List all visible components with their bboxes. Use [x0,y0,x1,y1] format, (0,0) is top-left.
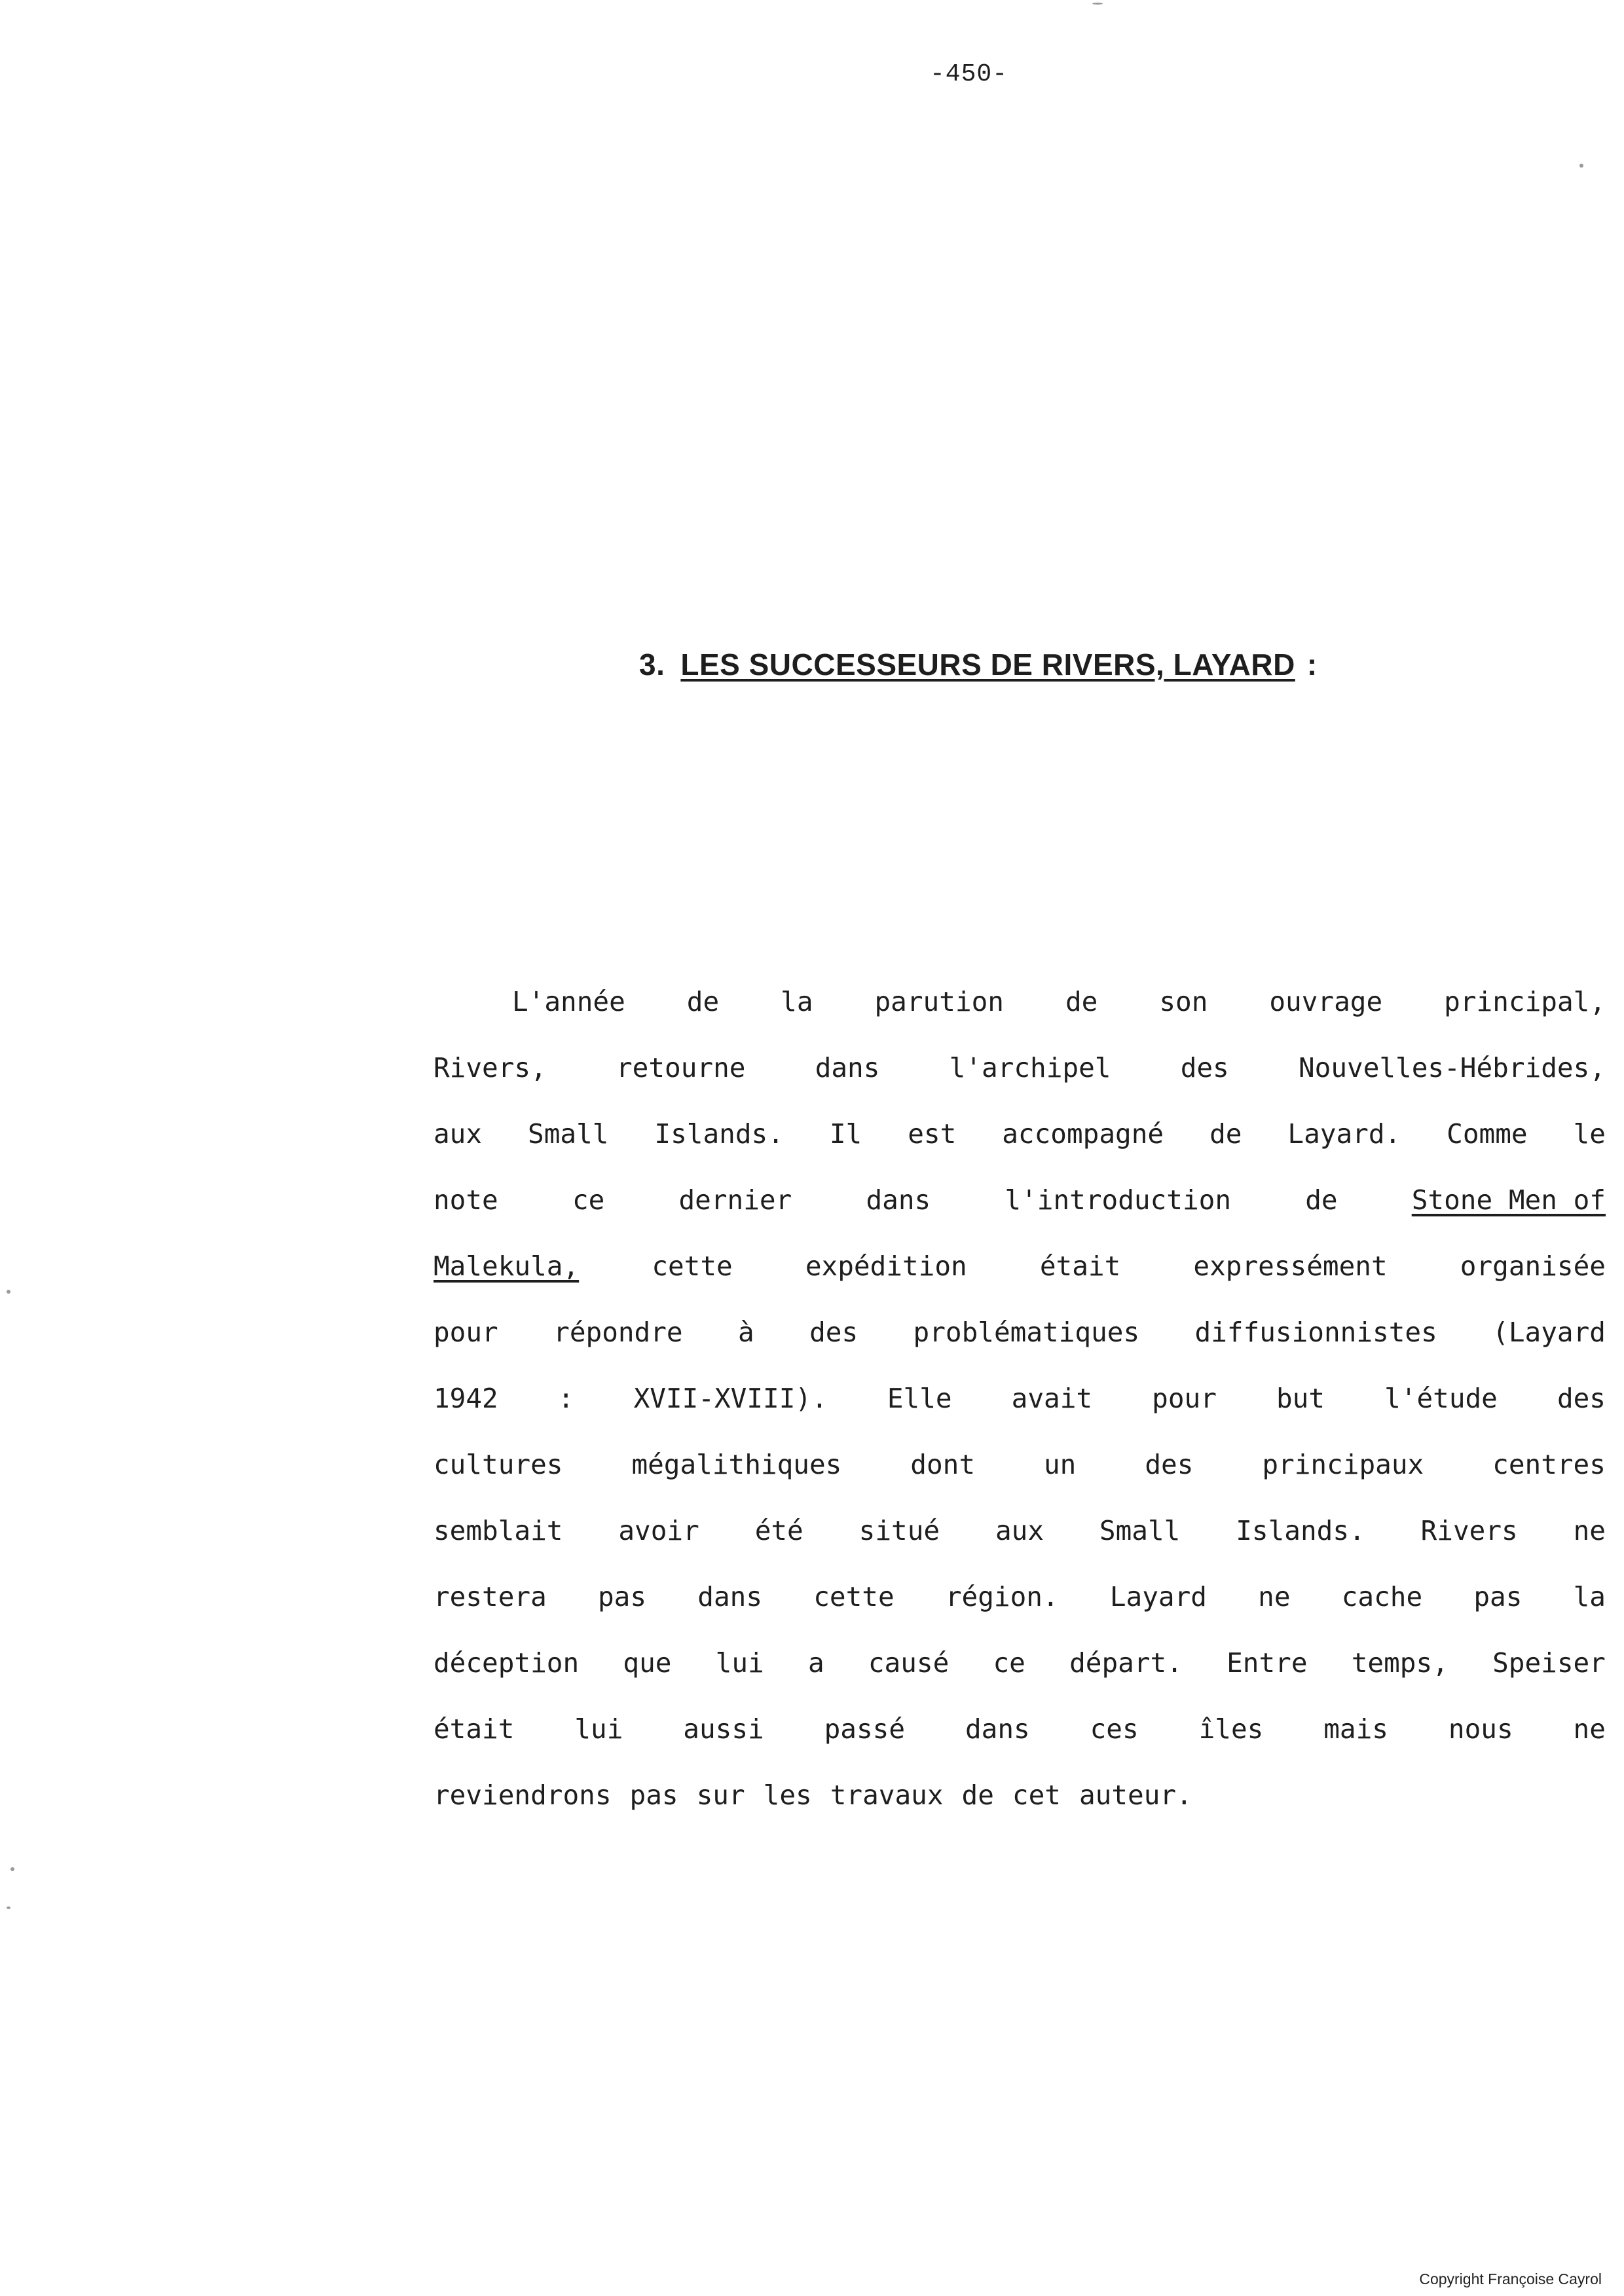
section-heading [639,647,1318,682]
word: mégalithiques [631,1449,842,1480]
word: la [1573,1581,1606,1613]
word: îles [1198,1713,1264,1745]
copyright-notice: Copyright Françoise Cayrol [1419,2270,1602,2287]
word: ces [1090,1713,1139,1745]
word: son [1159,986,1208,1017]
word: départ. [1069,1647,1183,1679]
word: l'étude [1384,1383,1498,1414]
scan-speck [7,1290,10,1294]
word: : [557,1383,574,1414]
word: Comme [1447,1118,1528,1150]
word: dans [965,1713,1030,1745]
paragraph-line [434,1564,1606,1630]
word: centres [1492,1449,1606,1480]
word: mais [1323,1713,1388,1745]
word: retourne [616,1052,746,1084]
word: avait [1011,1383,1093,1414]
word: principal, [1444,986,1606,1017]
word: cette [652,1250,733,1282]
word: que [623,1647,672,1679]
word: cache [1341,1581,1423,1613]
word: lui [715,1647,764,1679]
word: L'année [512,986,625,1017]
paragraph-line [434,1300,1606,1366]
word: note [434,1184,498,1216]
word: ce [993,1647,1025,1679]
word: les [763,1779,812,1811]
word: pas [598,1581,647,1613]
word: l'introduction [1005,1184,1231,1216]
word: des [809,1317,858,1348]
word: situé [858,1515,940,1546]
word: de [1305,1184,1338,1216]
paragraph-line [434,1630,1606,1696]
word: organisée [1460,1250,1606,1282]
page-number: -450- [930,60,1008,88]
word: sur [696,1779,745,1811]
word: dont [910,1449,976,1480]
word: cultures [434,1449,563,1480]
word: Elle [887,1383,952,1414]
word: cette [813,1581,895,1613]
word: parution [874,986,1004,1017]
word: temps, [1351,1647,1449,1679]
word: à [738,1317,754,1348]
section-number: 3. [639,647,665,682]
word: XVII-XVIII). [633,1383,828,1414]
word: restera [434,1581,547,1613]
paragraph-line [434,1167,1606,1233]
paragraph-line [434,1101,1606,1167]
word: était [1039,1250,1121,1282]
word: de [1209,1118,1242,1150]
scan-speck [10,1867,14,1871]
word: le [1573,1118,1606,1150]
word: dans [866,1184,931,1216]
word: aux [434,1118,483,1150]
word: ce [572,1184,605,1216]
word: diffusionnistes [1194,1317,1437,1348]
paragraph-line [434,1366,1606,1432]
word: de [961,1779,994,1811]
word: répondre [553,1317,683,1348]
word: but [1276,1383,1325,1414]
word: principaux [1262,1449,1424,1480]
word: dans [697,1581,763,1613]
word: Il [829,1118,862,1150]
word: avoir [618,1515,699,1546]
section-title: LES SUCCESSEURS DE RIVERS, LAYARD [680,647,1295,682]
word: Entre [1227,1647,1308,1679]
heading-colon: : [1306,647,1318,682]
word: passé [824,1713,906,1745]
word: pas [1473,1581,1522,1613]
word: accompagné [1002,1118,1164,1150]
word: travaux [830,1779,944,1811]
word: Islands. [654,1118,784,1150]
word: des [1557,1383,1606,1414]
word: Speiser [1492,1647,1606,1679]
paragraph-line [434,1035,1606,1101]
word: Stone Men of [1411,1184,1606,1216]
word: aussi [683,1713,764,1745]
paragraph-line [434,1498,1606,1564]
word: des [1180,1052,1229,1084]
word: déception [434,1647,580,1679]
word: ouvrage [1269,986,1383,1017]
paragraph-line [434,1762,1606,1829]
word: été [754,1515,803,1546]
word: de [686,986,720,1017]
word: ne [1258,1581,1291,1613]
word: l'archipel [949,1052,1111,1084]
word: dans [815,1052,880,1084]
word: Small [1099,1515,1181,1546]
word: pour [1152,1383,1217,1414]
paragraph-line [434,1233,1606,1300]
word: Layard. [1287,1118,1401,1150]
word: Rivers [1420,1515,1518,1546]
word: ne [1573,1713,1606,1745]
word: auteur. [1079,1779,1192,1811]
word: reviendrons [434,1779,612,1811]
word: dernier [678,1184,792,1216]
word: Malekula, [434,1250,580,1282]
word: 1942 [434,1383,498,1414]
word: région. [945,1581,1059,1613]
word: Islands. [1236,1515,1365,1546]
word: Nouvelles-Hébrides, [1298,1052,1606,1084]
word: est [908,1118,957,1150]
word: nous [1448,1713,1513,1745]
word: expédition [805,1250,967,1282]
body-paragraph [434,969,1606,1829]
word: pas [629,1779,678,1811]
word: était [434,1713,515,1745]
scan-speck [1092,3,1103,5]
paragraph-line [434,1432,1606,1498]
paragraph-line [434,1696,1606,1762]
scan-speck [7,1906,10,1909]
word: pour [434,1317,498,1348]
word: Rivers, [434,1052,547,1084]
word: un [1044,1449,1077,1480]
word: (Layard [1492,1317,1606,1348]
word: Small [528,1118,609,1150]
word: des [1145,1449,1194,1480]
word: Layard [1109,1581,1207,1613]
word: a [807,1647,824,1679]
word: de [1065,986,1098,1017]
word: aux [995,1515,1044,1546]
word: la [781,986,813,1017]
word: causé [868,1647,950,1679]
word: expressément [1193,1250,1388,1282]
scan-speck [1579,164,1583,168]
word: problématiques [913,1317,1140,1348]
word: cet [1012,1779,1061,1811]
paragraph-line [434,969,1606,1035]
word: lui [574,1713,623,1745]
word: semblait [434,1515,563,1546]
word: ne [1573,1515,1606,1546]
